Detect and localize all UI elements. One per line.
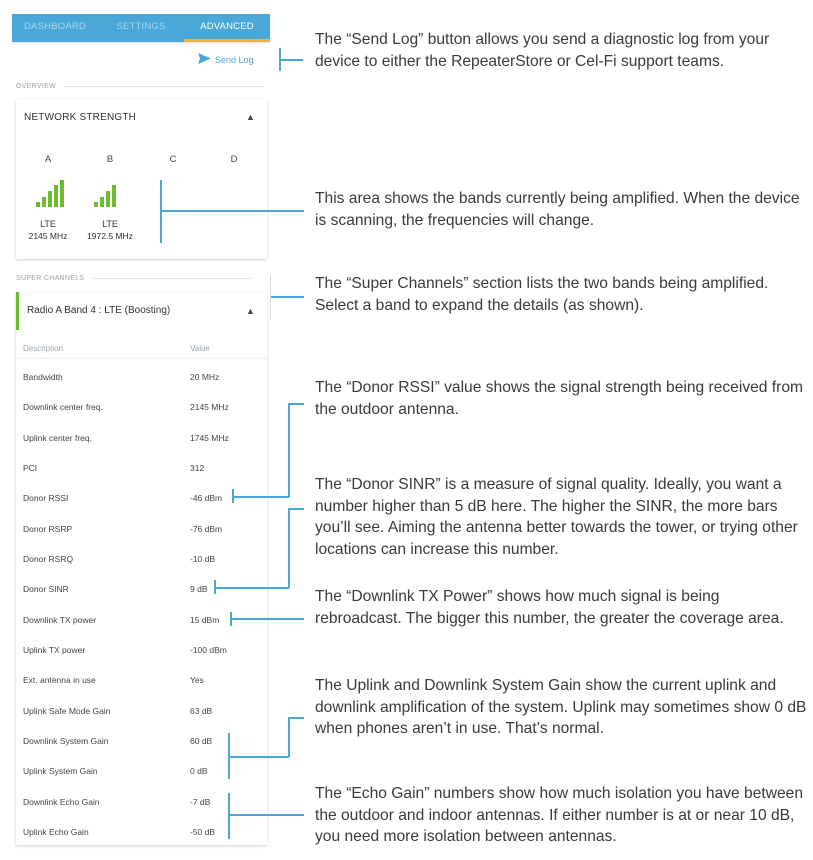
network-strength-title: NETWORK STRENGTH	[24, 112, 137, 123]
super-channels-label-text: SUPER CHANNELS	[16, 275, 85, 282]
super-channel-title: Radio A Band 4 : LTE (Boosting)	[27, 305, 171, 316]
callout-line	[232, 618, 304, 620]
row-label: Uplink Echo Gain	[23, 827, 89, 837]
chevron-up-icon[interactable]: ▲	[246, 112, 255, 122]
row-value: -46 dBm	[190, 493, 223, 503]
callout-line	[230, 814, 304, 816]
row-label: Donor RSRQ	[23, 554, 74, 564]
row-value: 20 MHz	[190, 372, 220, 382]
tab-dashboard[interactable]: DASHBOARD	[24, 21, 86, 32]
row-value: -10 dB	[190, 554, 216, 564]
send-log-button[interactable]	[198, 53, 254, 66]
row-value: 63 dB	[190, 706, 213, 716]
row-label: Downlink center freq.	[23, 402, 103, 412]
callout-line	[288, 717, 290, 757]
signal-bar	[100, 197, 104, 207]
callout-line	[288, 717, 304, 719]
row-value: 60 dB	[190, 736, 213, 746]
overview-section-label	[16, 83, 264, 90]
signal-bars-icon	[36, 179, 66, 207]
divider	[64, 86, 264, 87]
send-icon	[198, 53, 211, 66]
row-label: PCI	[23, 463, 38, 473]
divider	[16, 358, 267, 359]
row-value: 1745 MHz	[190, 433, 229, 443]
callout-line	[271, 296, 304, 298]
band-frequency: 1972.5 MHz	[87, 231, 133, 241]
row-value: 0 dB	[190, 766, 208, 776]
row-value: -50 dB	[190, 827, 216, 837]
row-value: 15 dBm	[190, 615, 220, 625]
callout-system-gain: The Uplink and Downlink System Gain show the current uplink and downlink amplification of the system. Uplink may sometimes show 0 dB when phones aren’t in use. That’s normal.	[315, 677, 807, 737]
network-strength-card	[16, 99, 267, 259]
tab-advanced[interactable]: ADVANCED	[184, 14, 270, 42]
callout-send-log: The “Send Log” button allows you send a diagnostic log from your device to either the RepeaterStore or Cel-Fi support teams.	[315, 31, 770, 70]
signal-bar	[54, 185, 58, 207]
callout-donor-rssi: The “Donor RSSI” value shows the signal strength being received from the outdoor antenna.	[315, 379, 803, 418]
tab-settings[interactable]: SETTINGS	[116, 21, 166, 32]
super-channel-header[interactable]	[16, 292, 267, 330]
row-value: 2145 MHz	[190, 402, 229, 412]
band-letter: D	[230, 154, 238, 165]
row-label: Downlink TX power	[23, 615, 97, 625]
callout-super-channels: The “Super Channels” section lists the two bands being amplified. Select a band to expand the details (as shown).	[315, 275, 769, 314]
band-column-b	[85, 154, 135, 241]
callout-line	[230, 756, 289, 758]
row-label: Downlink System Gain	[23, 736, 109, 746]
column-header-value: Value	[190, 344, 210, 353]
row-label: Donor RSSI	[23, 493, 69, 503]
callout-line	[234, 496, 289, 498]
callout-bracket	[270, 275, 271, 320]
callout-bracket	[228, 793, 230, 839]
row-label: Uplink System Gain	[23, 766, 98, 776]
band-tech: LTE	[102, 219, 118, 229]
band-column-c	[148, 154, 198, 165]
callout-line	[162, 210, 304, 212]
row-label: Donor RSRP	[23, 524, 73, 534]
callout-line	[288, 403, 290, 497]
row-label: Uplink TX power	[23, 645, 86, 655]
callout-bracket	[160, 180, 162, 243]
divider	[92, 278, 252, 279]
super-channels-section-label	[16, 275, 252, 282]
row-value: 312	[190, 463, 205, 473]
row-label: Ext. antenna in use	[23, 675, 96, 685]
signal-bar	[36, 202, 40, 207]
band-letter: A	[44, 154, 52, 165]
callout-echo-gain: The “Echo Gain” numbers show how much isolation you have between the outdoor and indoor antennas. If either number is at or near 10 dB, you need more isolation between antennas.	[315, 785, 803, 845]
row-value: Yes	[190, 675, 204, 685]
row-label: Uplink center freq.	[23, 433, 92, 443]
band-column-a	[23, 154, 73, 241]
row-label: Donor SINR	[23, 584, 69, 594]
band-letter: B	[106, 154, 114, 165]
row-value: -7 dB	[190, 797, 211, 807]
chevron-up-icon[interactable]: ▲	[246, 306, 255, 316]
callout-donor-sinr: The “Donor SINR” is a measure of signal quality. Ideally, you want a number higher than 5 dB here. The higher the SINR, the more bars you’ll see. Aiming the antenna better towards the tower, or trying other locations can increase this number.	[315, 476, 798, 558]
callout-downlink-tx: The “Downlink TX Power” shows how much signal is being rebroadcast. The bigger this number, the greater the coverage area.	[315, 588, 784, 627]
callout-line	[216, 587, 289, 589]
callout-line	[288, 508, 290, 588]
signal-bars-icon	[94, 179, 124, 207]
callout-bands: This area shows the bands currently being amplified. When the device is scanning, the frequencies will change.	[315, 190, 800, 229]
row-value: 9 dB	[190, 584, 208, 594]
callout-line	[288, 403, 304, 405]
callout-line	[288, 508, 304, 510]
band-frequency: 2145 MHz	[28, 231, 68, 241]
tab-bar	[12, 14, 270, 42]
band-column-d	[209, 154, 259, 165]
row-label: Uplink Safe Mode Gain	[23, 706, 111, 716]
overview-label-text: OVERVIEW	[16, 83, 57, 90]
band-tech: LTE	[40, 219, 56, 229]
row-label: Bandwidth	[23, 372, 63, 382]
column-header-description: Description	[23, 344, 64, 353]
signal-bar	[48, 191, 52, 207]
signal-bar	[106, 191, 110, 207]
signal-bar	[112, 185, 116, 207]
row-value: -100 dBm	[190, 645, 227, 655]
band-letter: C	[169, 154, 177, 165]
row-label: Downlink Echo Gain	[23, 797, 100, 807]
signal-bar	[60, 180, 64, 207]
row-value: -76 dBm	[190, 524, 223, 534]
callout-line	[281, 59, 303, 61]
signal-bar	[42, 197, 46, 207]
signal-bar	[94, 202, 98, 207]
send-log-label: Send Log	[215, 54, 254, 65]
